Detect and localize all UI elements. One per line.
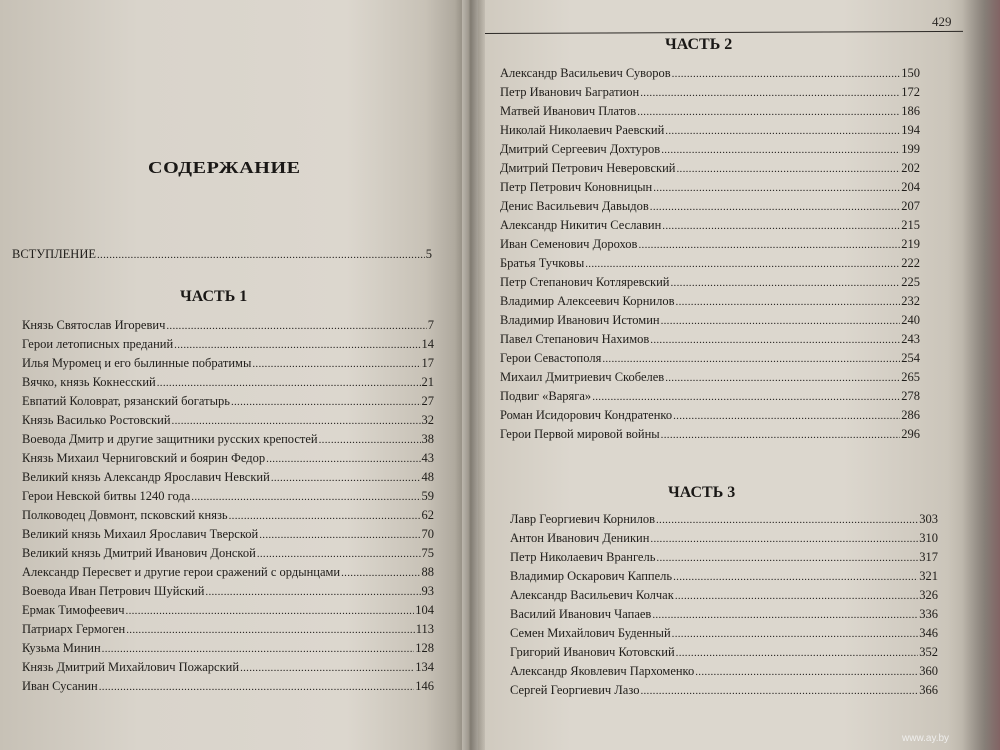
- toc-entry: [22, 468, 434, 487]
- toc-entry-page: 146: [415, 679, 434, 693]
- toc-leader-dots: [673, 407, 900, 426]
- toc-entry-page: 296: [901, 427, 920, 441]
- toc-entry-page: 352: [919, 645, 938, 659]
- toc-entry-title: Князь Дмитрий Михайлович Пожарский: [22, 660, 240, 674]
- toc-entry-page: 321: [919, 569, 938, 583]
- toc-entry-title: Сергей Георгиевич Лазо: [510, 683, 640, 697]
- toc-entry-title: ВСТУПЛЕНИЕ: [12, 247, 96, 261]
- toc-entry-title: Петр Петрович Коновницын: [500, 180, 653, 194]
- toc-leader-dots: [652, 606, 918, 625]
- toc-entry-title: Евпатий Коловрат, рязанский богатырь: [22, 394, 230, 408]
- toc-leader-dots: [672, 65, 901, 84]
- toc-entry-page: 286: [901, 408, 920, 422]
- toc-entry: [22, 582, 434, 601]
- toc-entry: [22, 620, 434, 639]
- toc-entry-title: Князь Михаил Черниговский и боярин Федор: [22, 451, 266, 465]
- toc-entry-page: 207: [901, 199, 920, 213]
- toc-entry: [500, 140, 920, 159]
- toc-entry: [22, 335, 434, 354]
- toc-entry: [22, 487, 434, 506]
- toc-leader-dots: [640, 682, 918, 701]
- toc-entry: [500, 64, 920, 83]
- toc-leader-dots: [676, 644, 919, 663]
- toc-leader-dots: [656, 511, 918, 530]
- toc-entry-page: 113: [415, 622, 434, 636]
- toc-entry-page: 14: [421, 337, 434, 351]
- toc-entry-title: Николай Николаевич Раевский: [500, 123, 665, 137]
- toc-leader-dots: [676, 160, 900, 179]
- toc-entry: [510, 548, 938, 567]
- toc-leader-dots: [676, 293, 901, 312]
- toc-leader-dots: [665, 122, 900, 141]
- toc-leader-dots: [650, 530, 918, 549]
- toc-entry-title: Патриарх Гермоген: [22, 622, 126, 636]
- toc-leader-dots: [319, 431, 421, 450]
- toc-leader-dots: [637, 103, 900, 122]
- toc-entry: [500, 235, 920, 254]
- toc-entry-title: Ермак Тимофеевич: [22, 603, 125, 617]
- toc-entry-page: 104: [415, 603, 434, 617]
- toc-entry-title: Антон Иванович Деникин: [510, 531, 650, 545]
- toc-entry-page: 70: [421, 527, 434, 541]
- toc-entry-title: Василий Иванович Чапаев: [510, 607, 652, 621]
- toc-entry: [500, 387, 920, 406]
- toc-leader-dots: [174, 336, 420, 355]
- toc-entry-title: Роман Исидорович Кондратенко: [500, 408, 673, 422]
- toc-entry-title: Семен Михайлович Буденный: [510, 626, 671, 640]
- toc-entry-page: 336: [919, 607, 938, 621]
- toc-entry-title: Александр Яковлевич Пархоменко: [510, 664, 695, 678]
- toc-leader-dots: [661, 426, 901, 445]
- toc-entry: [500, 311, 920, 330]
- toc-leader-dots: [665, 369, 900, 388]
- toc-leader-dots: [661, 312, 901, 331]
- toc-entry-page: 265: [901, 370, 920, 384]
- toc-entry-page: 366: [919, 683, 938, 697]
- toc-entry-title: Дмитрий Петрович Неверовский: [500, 161, 676, 175]
- toc-entry-page: 204: [901, 180, 920, 194]
- toc-entry-title: Кузьма Минин: [22, 641, 101, 655]
- toc-leader-dots: [126, 621, 414, 640]
- toc-entry-title: Воевода Дмитр и другие защитники русских крепостей: [22, 432, 318, 446]
- toc-entry-title: Матвей Иванович Платов: [500, 104, 637, 118]
- toc-title: СОДЕРЖАНИЕ: [148, 158, 301, 177]
- toc-entry-page: 243: [901, 332, 920, 346]
- toc-leader-dots: [656, 549, 918, 568]
- toc-leader-dots: [650, 198, 900, 217]
- page-number: 429: [932, 14, 952, 29]
- toc-leader-dots: [266, 450, 420, 469]
- toc-entry: [22, 544, 434, 563]
- toc-leader-dots: [172, 412, 421, 431]
- toc-leader-dots: [99, 678, 415, 697]
- toc-leader-dots: [229, 507, 421, 526]
- toc-entry-page: 88: [421, 565, 434, 579]
- toc-entry: [22, 411, 434, 430]
- toc-entry: [22, 677, 434, 696]
- toc-entry-page: 254: [901, 351, 920, 365]
- toc-entry-title: Братья Тучковы: [500, 256, 585, 270]
- toc-leader-dots: [640, 84, 900, 103]
- toc-leader-dots: [602, 350, 900, 369]
- toc-entry: [500, 273, 920, 292]
- toc-leader-dots: [673, 568, 918, 587]
- toc-entry-title: Владимир Алексеевич Корнилов: [500, 294, 675, 308]
- watermark: www.ay.by: [902, 733, 950, 744]
- toc-entry-title: Воевода Иван Петрович Шуйский: [22, 584, 205, 598]
- toc-leader-dots: [166, 317, 426, 336]
- toc-entry-page: 232: [901, 294, 920, 308]
- toc-entry-page: 17: [421, 356, 434, 370]
- toc-entry-title: Петр Николаевич Врангель: [510, 550, 656, 564]
- toc-entry: [510, 662, 938, 681]
- toc-entry: [22, 639, 434, 658]
- part-heading: ЧАСТЬ 2: [665, 36, 733, 53]
- toc-entry: [500, 349, 920, 368]
- toc-entry-page: 150: [901, 66, 920, 80]
- toc-entry-page: 346: [919, 626, 938, 640]
- toc-entry-title: Великий князь Дмитрий Иванович Донской: [22, 546, 256, 560]
- toc-entry-page: 128: [415, 641, 434, 655]
- toc-entry: [22, 563, 434, 582]
- toc-entry-title: Иван Сусанин: [22, 679, 98, 693]
- book-gutter: [455, 0, 485, 750]
- toc-entry-title: Илья Муромец и его былинные побратимы: [22, 356, 252, 370]
- toc-leader-dots: [653, 179, 900, 198]
- toc-entry: [500, 216, 920, 235]
- toc-leader-dots: [205, 583, 420, 602]
- part-heading: ЧАСТЬ 3: [668, 484, 736, 501]
- toc-leader-dots: [240, 659, 414, 678]
- toc-entry: [500, 197, 920, 216]
- toc-entry: [500, 102, 920, 121]
- toc-leader-dots: [259, 526, 420, 545]
- toc-entry: [510, 605, 938, 624]
- toc-entry-page: 278: [901, 389, 920, 403]
- toc-entry-page: 199: [901, 142, 920, 156]
- toc-entry-page: 93: [421, 584, 434, 598]
- toc-entry: [500, 121, 920, 140]
- toc-leader-dots: [592, 388, 900, 407]
- toc-entry-page: 194: [901, 123, 920, 137]
- toc-leader-dots: [585, 255, 900, 274]
- toc-entry-page: 48: [421, 470, 434, 484]
- toc-entry-title: Великий князь Александр Ярославич Невский: [22, 470, 270, 484]
- toc-entry-page: 219: [901, 237, 920, 251]
- toc-entry-page: 134: [415, 660, 434, 674]
- toc-entry-page: 27: [421, 394, 434, 408]
- toc-entry: [510, 681, 938, 700]
- toc-entry: [22, 316, 434, 335]
- toc-entry: [500, 406, 920, 425]
- toc-entry: [500, 159, 920, 178]
- toc-entry: [510, 643, 938, 662]
- toc-leader-dots: [191, 488, 420, 507]
- toc-leader-dots: [252, 355, 420, 374]
- toc-entry-page: 360: [919, 664, 938, 678]
- toc-entry: [510, 567, 938, 586]
- toc-leader-dots: [102, 640, 415, 659]
- toc-entry-page: 32: [421, 413, 434, 427]
- toc-entry: [510, 529, 938, 548]
- toc-list-part-2: [500, 64, 920, 444]
- toc-entry: [510, 624, 938, 643]
- toc-entry-page: 186: [901, 104, 920, 118]
- toc-entry: [22, 392, 434, 411]
- toc-entry-page: 225: [901, 275, 920, 289]
- toc-entry-page: 202: [901, 161, 920, 175]
- toc-entry-page: 38: [421, 432, 434, 446]
- toc-entry: [500, 292, 920, 311]
- toc-entry-page: 5: [425, 247, 432, 261]
- toc-entry-title: Александр Васильевич Суворов: [500, 66, 671, 80]
- toc-entry-page: 310: [919, 531, 938, 545]
- toc-entry-title: Герои Первой мировой войны: [500, 427, 660, 441]
- toc-entry: [500, 254, 920, 273]
- toc-entry-page: 215: [901, 218, 920, 232]
- toc-leader-dots: [638, 236, 900, 255]
- toc-leader-dots: [257, 545, 421, 564]
- toc-entry-title: Григорий Иванович Котовский: [510, 645, 675, 659]
- toc-entry-title: Петр Иванович Багратион: [500, 85, 640, 99]
- toc-entry-title: Герои летописных преданий: [22, 337, 174, 351]
- toc-leader-dots: [97, 246, 425, 265]
- toc-entry-page: 240: [901, 313, 920, 327]
- toc-entry-page: 43: [421, 451, 434, 465]
- toc-entry-title: Владимир Оскарович Каппель: [510, 569, 673, 583]
- toc-entry: [12, 245, 432, 264]
- toc-entry-title: Павел Степанович Нахимов: [500, 332, 650, 346]
- toc-leader-dots: [126, 602, 415, 621]
- toc-entry-title: Полководец Довмонт, псковский князь: [22, 508, 228, 522]
- toc-entry-page: 59: [421, 489, 434, 503]
- toc-intro: [12, 245, 432, 264]
- toc-leader-dots: [661, 141, 900, 160]
- toc-leader-dots: [695, 663, 918, 682]
- toc-leader-dots: [341, 564, 420, 583]
- toc-entry-page: 21: [421, 375, 434, 389]
- toc-entry: [510, 586, 938, 605]
- toc-entry-title: Александр Васильевич Колчак: [510, 588, 674, 602]
- toc-entry-page: 326: [919, 588, 938, 602]
- toc-leader-dots: [662, 217, 900, 236]
- toc-leader-dots: [650, 331, 900, 350]
- toc-entry-title: Иван Семенович Дорохов: [500, 237, 638, 251]
- toc-leader-dots: [672, 625, 919, 644]
- toc-leader-dots: [271, 469, 421, 488]
- toc-list-part-3: [510, 510, 938, 700]
- toc-entry-page: 317: [919, 550, 938, 564]
- toc-leader-dots: [231, 393, 421, 412]
- toc-entry-title: Лавр Георгиевич Корнилов: [510, 512, 655, 526]
- toc-entry-title: Дмитрий Сергеевич Дохтуров: [500, 142, 661, 156]
- toc-entry: [500, 178, 920, 197]
- toc-entry-page: 75: [421, 546, 434, 560]
- toc-entry: [22, 525, 434, 544]
- toc-entry: [22, 430, 434, 449]
- toc-entry-title: Александр Никитич Сеславин: [500, 218, 662, 232]
- toc-entry-page: 222: [901, 256, 920, 270]
- toc-entry: [500, 425, 920, 444]
- toc-entry: [22, 658, 434, 677]
- toc-list-part-1: [22, 316, 434, 696]
- toc-entry: [500, 368, 920, 387]
- toc-leader-dots: [671, 274, 901, 293]
- toc-entry: [22, 506, 434, 525]
- toc-entry: [22, 354, 434, 373]
- toc-entry-page: 62: [421, 508, 434, 522]
- part-heading: ЧАСТЬ 1: [180, 288, 248, 305]
- toc-entry-title: Герои Невской битвы 1240 года: [22, 489, 191, 503]
- toc-entry-page: 303: [919, 512, 938, 526]
- page-edge: [962, 0, 1000, 750]
- toc-entry-title: Владимир Иванович Истомин: [500, 313, 660, 327]
- toc-entry-title: Князь Василько Ростовский: [22, 413, 171, 427]
- toc-entry: [22, 373, 434, 392]
- toc-entry: [22, 449, 434, 468]
- toc-entry-title: Великий князь Михаил Ярославич Тверской: [22, 527, 259, 541]
- toc-entry: [500, 330, 920, 349]
- toc-entry-title: Князь Святослав Игоревич: [22, 318, 166, 332]
- toc-entry-title: Михаил Дмитриевич Скобелев: [500, 370, 665, 384]
- toc-entry-title: Вячко, князь Кокнесский: [22, 375, 156, 389]
- toc-leader-dots: [675, 587, 918, 606]
- toc-entry: [500, 83, 920, 102]
- toc-entry-title: Денис Васильевич Давыдов: [500, 199, 649, 213]
- toc-entry: [22, 601, 434, 620]
- toc-entry-page: 172: [901, 85, 920, 99]
- toc-entry-title: Герои Севастополя: [500, 351, 602, 365]
- toc-entry-page: 7: [427, 318, 434, 332]
- toc-leader-dots: [157, 374, 421, 393]
- toc-entry-title: Петр Степанович Котляревский: [500, 275, 670, 289]
- toc-entry-title: Подвиг «Варяга»: [500, 389, 592, 403]
- toc-entry-title: Александр Пересвет и другие герои сражений с ордынцами: [22, 565, 341, 579]
- toc-entry: [510, 510, 938, 529]
